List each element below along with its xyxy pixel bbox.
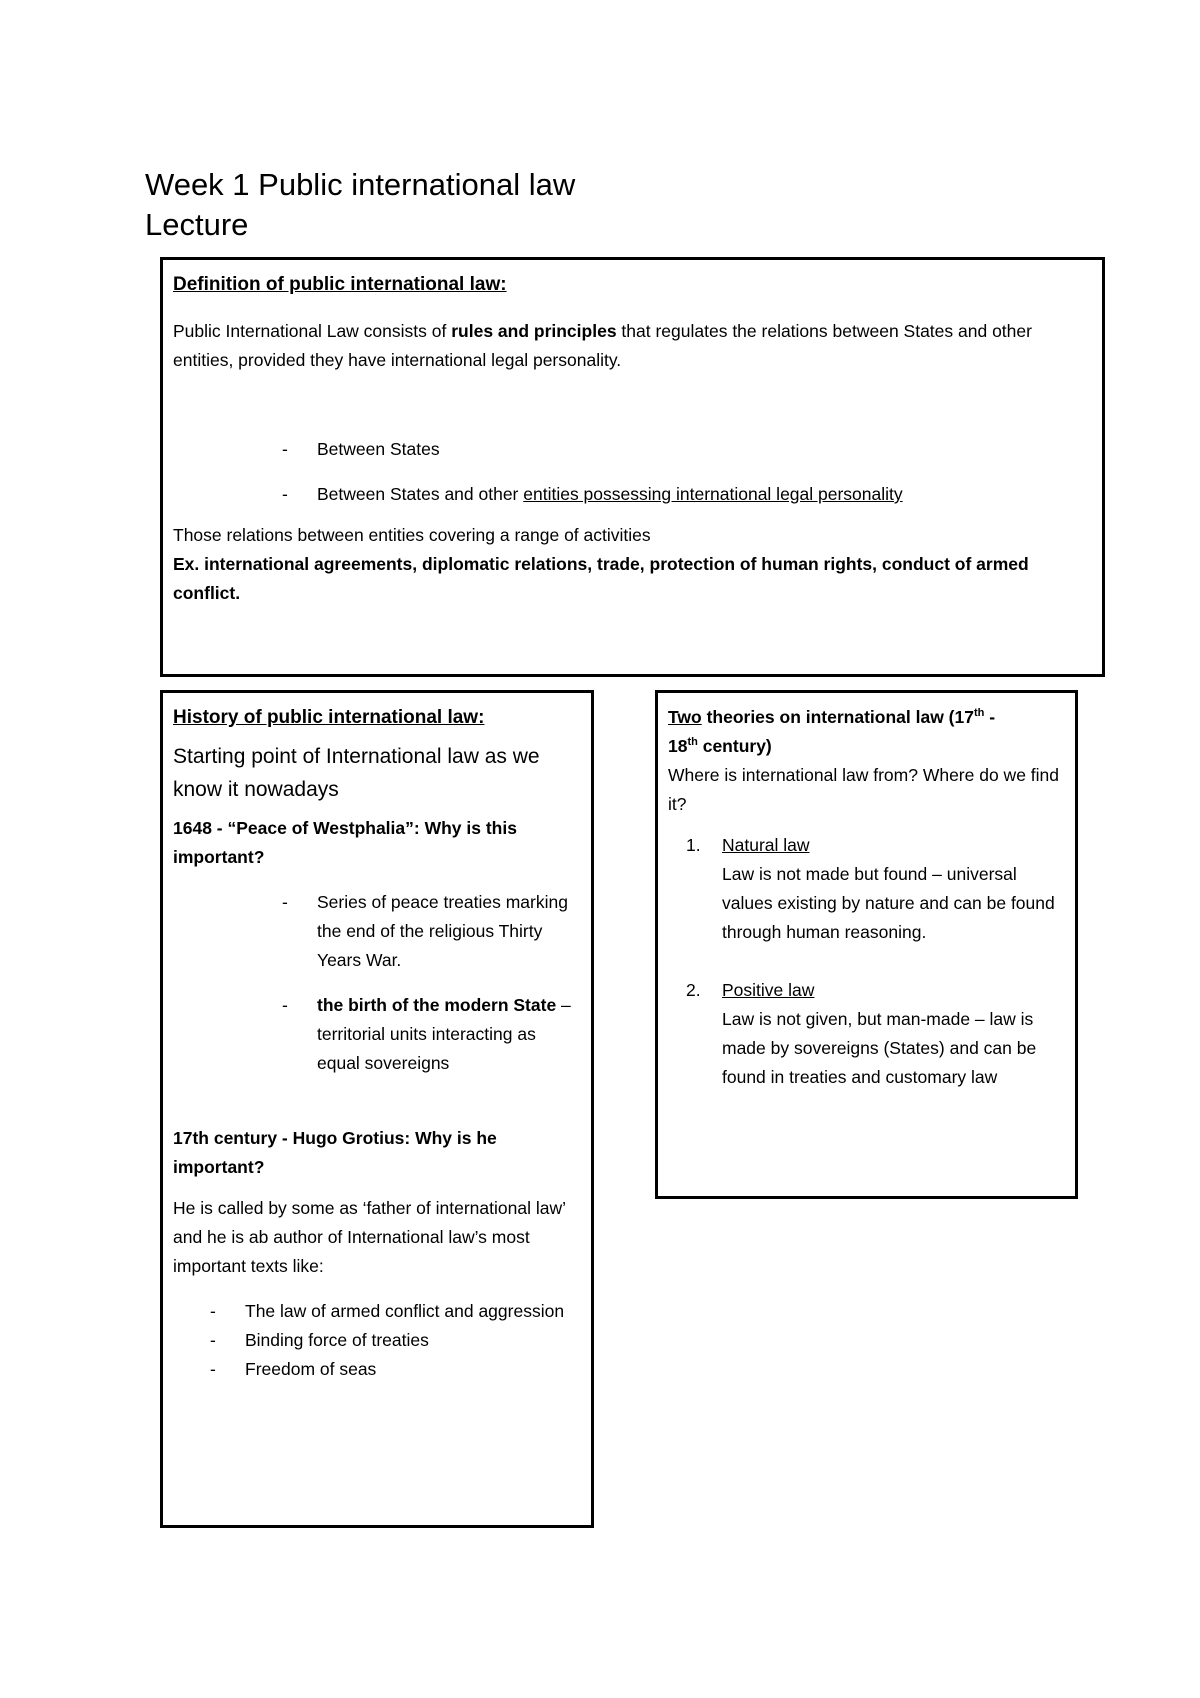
definition-range-text: Those relations between entities covering a range of activities (173, 525, 651, 545)
theory-positive-law (668, 976, 1065, 1092)
theory-1-title: Natural law (722, 835, 810, 855)
definition-bullet-1: - Between States (317, 435, 1092, 464)
theories-list (668, 831, 1065, 1092)
page-title: Week 1 Public international law (145, 167, 576, 202)
history-heading: History of public international law: (173, 707, 485, 728)
definition-list (317, 435, 1092, 509)
westphalia-bullet-2-rest: – territorial units interacting as equal sovereigns (317, 995, 571, 1073)
definition-examples: Ex. international agreements, diplomatic relations, trade, protection of human rights, conduct of armed conflict. (173, 554, 1029, 603)
grotius-item-3: - Freedom of seas (245, 1355, 581, 1384)
theory-1-text: Law is not made but found – universal values existing by nature and can be found through human reasoning. (722, 864, 1055, 942)
westphalia-bullet-2 (317, 991, 581, 1078)
history-box (160, 690, 594, 1528)
westphalia-bullet-1: - Series of peace treaties marking the end of the religious Thirty Years War. (317, 888, 581, 975)
theories-heading-two: Two (668, 707, 702, 727)
theories-sup-1: th (973, 707, 985, 720)
theories-intro: Where is international law from? Where do we find it? (668, 765, 1060, 814)
definition-text-post: that regulates the relations between States and other entities, provided they have international legal personality. (173, 321, 1032, 370)
theory-natural-law (668, 831, 1065, 947)
theories-sup-2: th (687, 736, 698, 749)
westphalia-list (317, 888, 581, 1078)
theories-heading-rest: theories on international law (17 (701, 707, 974, 727)
grotius-item-1: - The law of armed conflict and aggression (245, 1297, 581, 1326)
westphalia-bullet-2-bold: the birth of the modern State (317, 995, 557, 1015)
grotius-text: He is called by some as ‘father of international law’ and he is ab author of International law’s most important texts like: (173, 1198, 566, 1276)
theory-2-title: Positive law (722, 980, 815, 1000)
definition-box (160, 257, 1105, 677)
grotius-item-2: - Binding force of treaties (245, 1326, 581, 1355)
westphalia-question: 1648 - “Peace of Westphalia”: Why is this important? (173, 818, 517, 867)
definition-paragraph (173, 317, 1092, 375)
theory-2-number: 2. (686, 980, 701, 1000)
definition-text-bold: rules and principles (451, 321, 617, 341)
definition-text-pre: Public International Law consists of (173, 321, 452, 341)
theories-heading-line2: 18 (668, 736, 688, 756)
grotius-list (245, 1297, 581, 1384)
bullet-2-underlined: entities possessing international legal personality (523, 484, 903, 504)
definition-bullet-2 (317, 480, 1092, 509)
history-subheading: Starting point of International law as we know it nowadays (173, 745, 540, 801)
theories-heading (668, 703, 1065, 761)
grotius-question: 17th century - Hugo Grotius: Why is he important? (173, 1128, 497, 1177)
theory-1-number: 1. (686, 835, 701, 855)
theories-heading-dash: - (984, 707, 996, 727)
theories-heading-line2-post: century) (697, 736, 772, 756)
bullet-2-text: Between States and other (317, 484, 524, 504)
theory-2-text: Law is not given, but man-made – law is made by sovereigns (States) and can be found in treaties and customary law (722, 1009, 1037, 1087)
definition-heading: Definition of public international law: (173, 274, 507, 295)
theories-box (655, 690, 1078, 1199)
page-subtitle: Lecture (145, 207, 249, 242)
